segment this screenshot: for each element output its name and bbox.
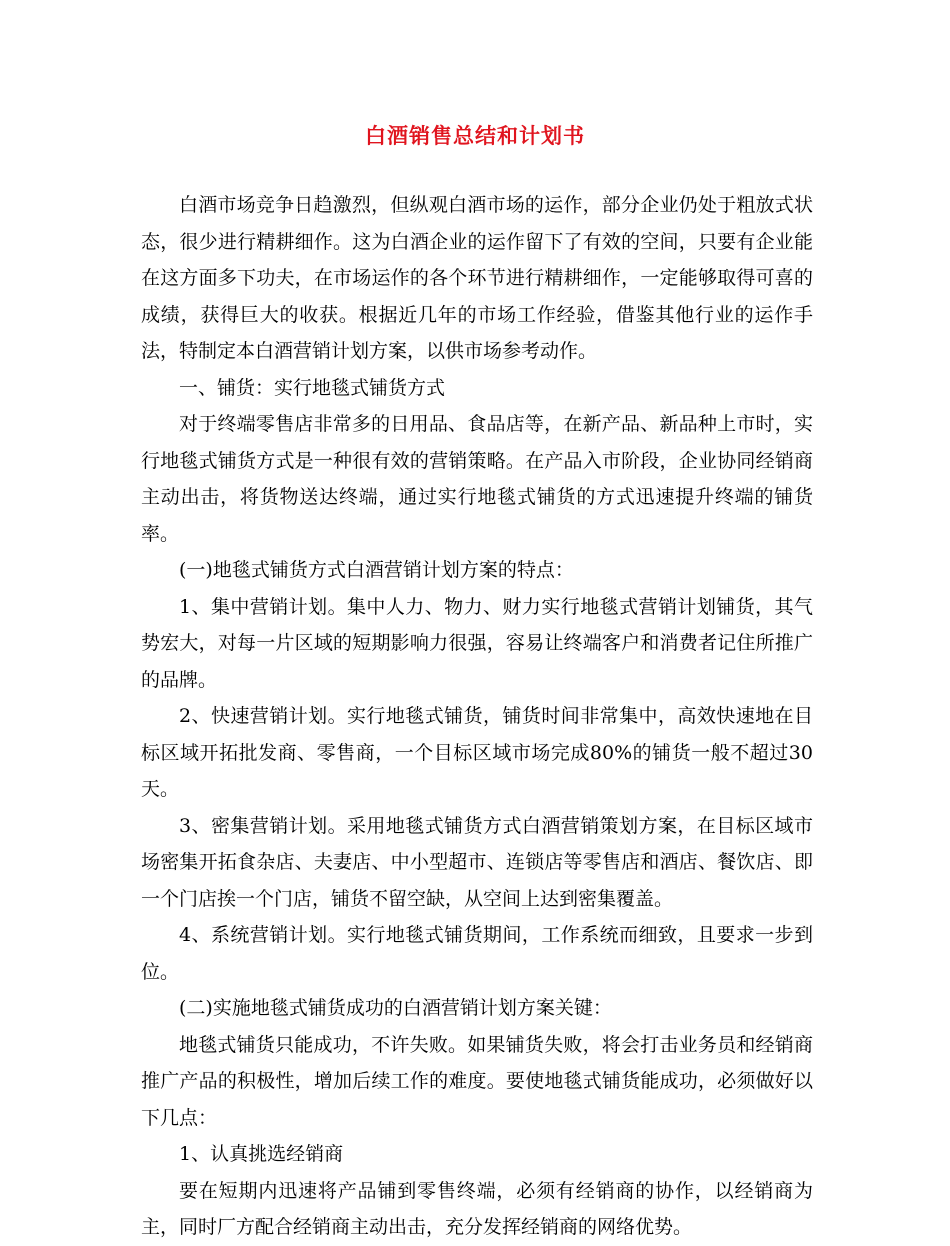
paragraph-feature-4: 4、系统营销计划。实行地毯式铺货期间，工作系统而细致，且要求一步到位。: [141, 924, 813, 983]
document-title: 白酒销售总结和计划书: [365, 123, 585, 148]
paragraph-carpet-distribution: 对于终端零售店非常多的日用品、食品店等，在新产品、新品种上市时，实行地毯式铺货方式是一种很有效的营销策略。在产品入市阶段，企业协同经销商主动出击，将货物送达终端，通过实行地毯式铺货的方式迅速提升终端的铺货率。: [141, 413, 813, 545]
paragraph-key-1-body: 要在短期内迅速将产品铺到零售终端，必须有经销商的协作，以经销商为主，同时厂方配合经销商主动出击，充分发挥经销商的网络优势。: [141, 1179, 813, 1238]
document-body: [141, 187, 813, 1246]
paragraph-intro: 白酒市场竞争日趋激烈，但纵观白酒市场的运作，部分企业仍处于粗放式状态，很少进行精耕细作。这为白酒企业的运作留下了有效的空间，只要有企业能在这方面多下功夫，在市场运作的各个环节进行精耕细作，一定能够取得可喜的成绩，获得巨大的收获。根据近几年的市场工作经验，借鉴其他行业的运作手法，特制定本白酒营销计划方案，以供市场参考动作。: [141, 194, 813, 362]
subheading-features: (一)地毯式铺货方式白酒营销计划方案的特点：: [179, 559, 574, 581]
subheading-keys: (二)实施地毯式铺货成功的白酒营销计划方案关键：: [179, 997, 612, 1019]
section-heading-1: 一、铺货：实行地毯式铺货方式: [179, 376, 446, 399]
paragraph-keys-intro: 地毯式铺货只能成功，不许失败。如果铺货失败，将会打击业务员和经销商推广产品的积极性，增加后续工作的难度。要使地毯式铺货能成功，必须做好以下几点：: [141, 1033, 813, 1129]
paragraph-feature-3: 3、密集营销计划。采用地毯式铺货方式白酒营销策划方案，在目标区域市场密集开拓食杂店、夫妻店、中小型超市、连锁店等零售店和酒店、餐饮店、即一个门店挨一个门店，铺货不留空缺，从空间上达到密集覆盖。: [141, 814, 813, 910]
paragraph-feature-2: 2、快速营销计划。实行地毯式铺货，铺货时间非常集中，高效快速地在目标区域开拓批发商、零售商，一个目标区域市场完成80%的铺货一般不超过30天。: [141, 705, 813, 800]
paragraph-feature-1: 1、集中营销计划。集中人力、物力、财力实行地毯式营销计划铺货，其气势宏大，对每一片区域的短期影响力很强，容易让终端客户和消费者记住所推广的品牌。: [141, 595, 813, 691]
paragraph-key-1-heading: 1、认真挑选经销商: [179, 1143, 344, 1165]
